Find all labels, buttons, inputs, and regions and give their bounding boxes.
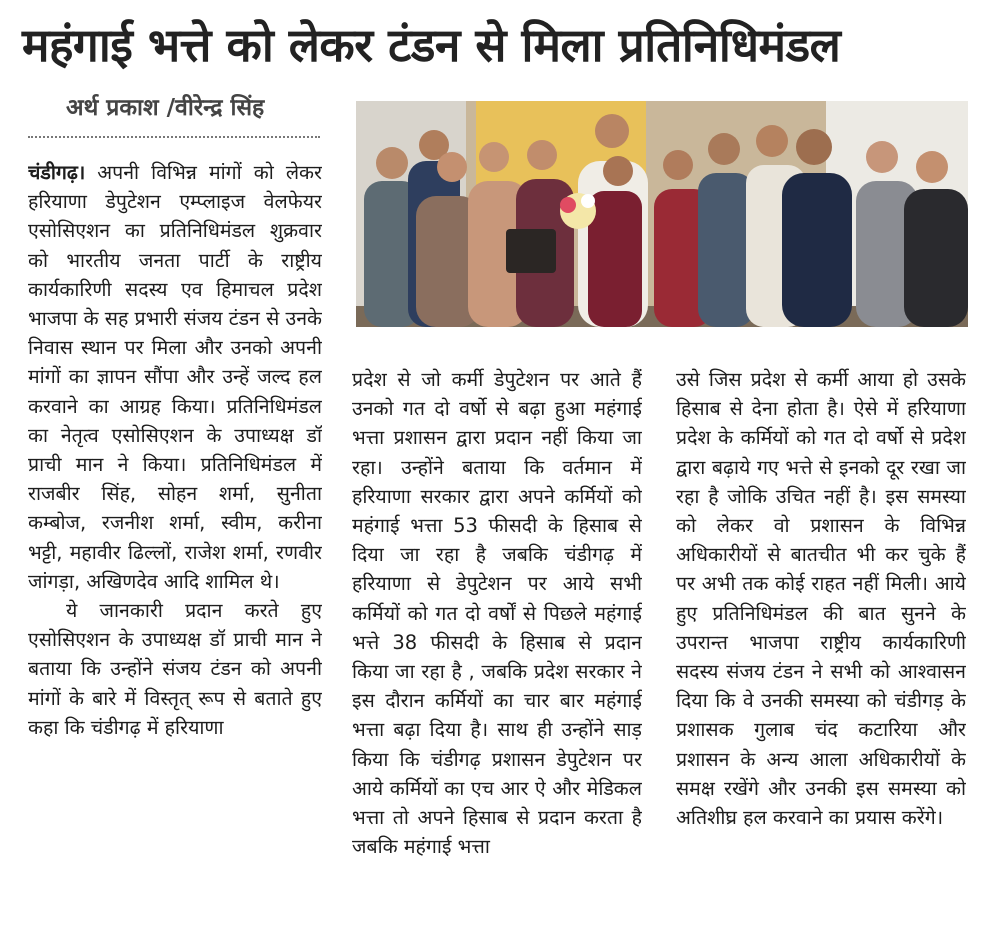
article-column-2 <box>352 365 642 930</box>
byline-divider <box>28 136 320 138</box>
paragraph-3: प्रदेश से जो कर्मी डेपुटेशन पर आते हैं उनको गत दो वर्षो से बढ़ा हुआ महंगाई भत्ता प्रशासन द्वारा प्रदान नहीं किया जा रहा। उन्होंने बताया कि वर्तमान में हरियाणा सरकार द्वारा अपने कर्मियों को महंगाई भत्ता 53 फीसदी के हिसाब से दिया जा रहा है जबकि चंडीगढ़ में हरियाणा से डेपुटेशन पर आये सभी कर्मियों को गत दो वर्षों से पिछले महंगाई भत्ते 38 फीसदी के हिसाब से प्रदान किया जा रहा है , जबकि प्रदेश सरकार ने इस दौरान कर्मियों का चार बार महंगाई भत्ता बढ़ा दिया है। साथ ही उन्होंने साड़ किया कि चंडीगढ़ प्रशासन डेपुटेशन पर आये कर्मियों का एच आर ऐ और मेडिकल भत्ता तो अपने हिसाब से प्रदान करता है जबकि महंगाई भत्ता <box>352 368 642 859</box>
paragraph-4: उसे जिस प्रदेश से कर्मी आया हो उसके हिसाब से देना होता है। ऐसे में हरियाणा प्रदेश के कर्मियों को गत दो वर्षो से प्रदेश द्वारा बढ़ाये गए भत्ते से इनको दूर रखा जा रहा है जोकि उचित नहीं है। इस समस्या को लेकर वो प्रशासन के विभिन्न अधिकारीयों से बातचीत भी कर चुके हैं पर अभी तक कोई राहत नहीं मिली। आये हुए प्रतिनिधिमंडल की बात सुनने के उपरान्त भाजपा राष्ट्रीय कार्यकारिणी सदस्य संजय टंडन ने सभी को आश्वासन दिया कि वे उनकी समस्या को चंडीगड़ के प्रशासक गुलाब चंद कटारिया और प्रशासन के अन्य आला अधिकारीयों के समक्ष रखेंगे और उनकी इस समस्या को अतिशीघ्र हल करवाने का प्रयास करेंगे। <box>676 368 966 830</box>
paragraph-2: ये जानकारी प्रदान करते हुए एसोसिएशन के उपाध्यक्ष डॉ प्राची मान ने बताया कि उन्होंने संजय टंडन को अपनी मांगों के बारे में विस्तृत् रूप से बताते हुए कहा कि चंडीगढ़ में हरियाणा <box>28 599 322 739</box>
article-column-1 <box>28 158 322 928</box>
article-column-3 <box>676 365 966 930</box>
paragraph-1-text: अपनी विभिन्न मांगों को लेकर हरियाणा डेपुटेशन एम्प्लाइज वेलफेयर एसोसिएशन का प्रतिनिधिमंडल शुक्रवार को भारतीय जनता पार्टी के राष्ट्रीय कार्यकारिणी सदस्य एव हिमाचल प्रदेश भाजपा के सह प्रभारी संजय टंडन से उनके निवास स्थान पर मिला और उनको अपनी मांगों का ज्ञापन सौंपा और उन्हें जल्द हल करवाने का आग्रह किया। प्रतिनिधिमंडल का नेतृत्व एसोसिएशन के उपाध्यक्ष डॉ प्राची मान ने किया। प्रतिनिधिमंडल में राजबीर सिंह, सोहन शर्मा, सुनीता कम्बोज, रजनीश शर्मा, स्वीम, करीना भट्टी, महावीर ढिल्लों, राजेश शर्मा, रणवीर जांगड़ा, अखिणदेव आदि शामिल थे। <box>28 161 322 593</box>
byline: अर्थ प्रकाश /वीरेन्द्र सिंह <box>66 95 265 121</box>
news-photo <box>356 101 968 327</box>
paragraph-1 <box>28 158 322 596</box>
group-photo-illustration <box>356 101 968 327</box>
dateline: चंडीगढ़। <box>28 161 86 184</box>
headline: महंगाई भत्ते को लेकर टंडन से मिला प्रतिनिधिमंडल <box>22 18 841 72</box>
